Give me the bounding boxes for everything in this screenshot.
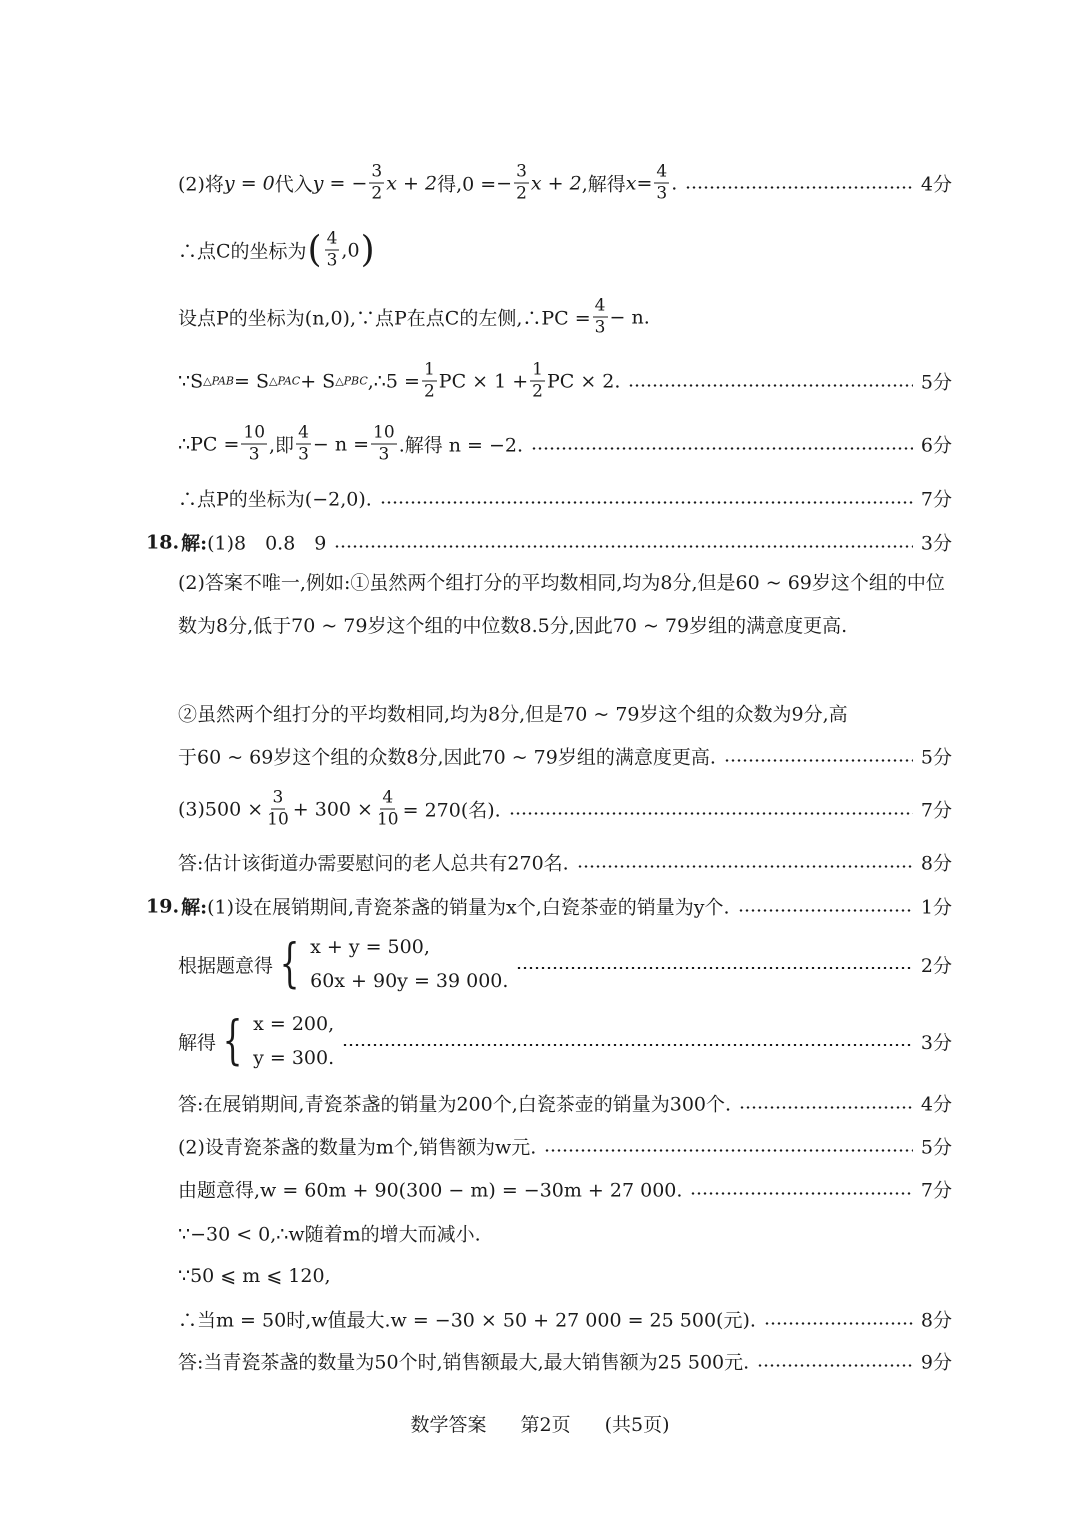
line-point-p: [178, 295, 952, 338]
frac-num: 4: [656, 161, 668, 182]
q18-part2a-text: (2)答案不唯一,例如:①虽然两个组打分的平均数相同,均为8分,但是60 ~ 69岁这个组的中位数为8分,低于70 ~ 79岁这个组的中位数8.5分,因此70 ~ 79岁组的满意度更高.: [178, 572, 945, 637]
text-point-c: ∴点C的坐标为: [178, 240, 307, 263]
q18-part3: [178, 787, 952, 830]
math-x-plus-2: x + 2: [386, 172, 438, 194]
score-label: 7分: [920, 1179, 952, 1202]
text-comma-zero: ,0: [341, 239, 360, 261]
dot-leader: [544, 1149, 913, 1151]
frac-den: 3: [298, 444, 309, 465]
dot-leader: [531, 447, 913, 449]
question-number: 18.: [146, 531, 180, 553]
frac-num: 3: [516, 161, 527, 182]
question-number: 19.: [146, 895, 180, 917]
footer-total-pages: (共5页): [604, 1414, 670, 1436]
q19-part2-text: (2)设青瓷茶盏的数量为m个,销售额为w元.: [178, 1136, 537, 1159]
frac-num: 10: [243, 422, 266, 443]
score-label: 5分: [920, 371, 952, 394]
q19-function: [178, 1176, 952, 1203]
text-period: .: [671, 172, 678, 194]
frac-num: 3: [371, 161, 383, 182]
fraction-4-3: [325, 228, 340, 271]
dot-leader: [764, 1322, 913, 1324]
frac-den: 10: [376, 809, 399, 830]
frac-den: 2: [532, 381, 543, 402]
solution-label: 解:: [181, 896, 208, 919]
frac-num: 4: [594, 295, 606, 316]
math-minus: −: [496, 172, 513, 194]
fraction-1-2: [422, 359, 437, 402]
solution-system: [216, 1007, 334, 1075]
frac-den: 3: [326, 250, 338, 271]
frac-den: 2: [371, 183, 383, 204]
sub-pbc: △PBC: [335, 374, 368, 388]
dot-leader: [738, 909, 913, 911]
q19-solution: [178, 1007, 952, 1075]
text-minus-n-eq: − n =: [312, 433, 370, 455]
equation-rows: [310, 930, 508, 998]
q19-setup-text: (1)设在展销期间,青瓷茶盏的销量为x个,白瓷茶壶的销量为y个.: [207, 896, 730, 919]
line-part2-substitute: [178, 161, 952, 204]
dot-leader: [724, 759, 913, 761]
text-plus-s: + S: [300, 370, 336, 392]
q19-range: [178, 1265, 952, 1287]
frac-num: 4: [298, 422, 309, 443]
q19-maximum: [178, 1306, 952, 1333]
solution-label: 解:: [181, 532, 208, 555]
frac-num: 3: [272, 787, 284, 808]
text-prefix: (2)将: [178, 173, 224, 196]
q19-decreasing: [178, 1220, 952, 1247]
text-point-p-result: ∴点P的坐标为(−2,0).: [178, 488, 372, 511]
math-y-eq-0: y = 0: [223, 172, 275, 194]
equation-1: x + y = 500,: [310, 936, 430, 958]
text-pc-times-1: PC × 1 +: [438, 370, 529, 392]
line-solve-n-text: [178, 422, 524, 465]
q19-answer1: [178, 1090, 952, 1117]
line-point-p-text: [178, 295, 650, 338]
text-pc-eq: ∴PC =: [178, 433, 240, 455]
text-five-eq: ,∴5 =: [367, 370, 420, 392]
q19-function-text: 由题意得,w = 60m + 90(300 − m) = −30m + 27 000.: [178, 1179, 683, 1202]
brace-left: {: [222, 1011, 243, 1071]
score-label: 1分: [920, 896, 952, 919]
text-point-p: 设点P的坐标为(n,0),∵点P在点C的左侧,∴PC =: [178, 307, 591, 330]
dot-leader: [516, 967, 912, 969]
fraction-3-2-b: [514, 161, 529, 204]
frac-den: 2: [516, 183, 527, 204]
score-label: 6分: [920, 434, 952, 457]
dot-leader: [380, 501, 913, 503]
frac-den: 10: [267, 809, 289, 830]
q18-part1-text: [146, 529, 326, 556]
math-x: x: [625, 172, 637, 194]
score-label: 4分: [920, 1093, 952, 1116]
text-according: 根据题意得: [178, 954, 274, 977]
q18-part3-text: [178, 787, 501, 830]
frac-den: 3: [594, 317, 606, 338]
score-label: 8分: [920, 1309, 952, 1332]
line-point-c-text: [178, 228, 376, 271]
score-label: 3分: [920, 1031, 952, 1054]
q18-answer-1: (1)8 0.8 9: [207, 532, 327, 555]
q18-part2b-line2: [178, 743, 952, 770]
text-500-times: (3)500 ×: [178, 798, 264, 820]
sub-pac: △PAC: [268, 374, 301, 388]
q19-part1-text: [146, 893, 730, 920]
score-label: 8分: [920, 852, 952, 875]
score-label: 7分: [920, 488, 952, 511]
score-label: 2分: [920, 954, 952, 977]
fraction-4-3: [593, 295, 608, 338]
frac-num: 1: [532, 359, 543, 380]
frac-den: 3: [656, 183, 668, 204]
frac-den: 2: [423, 381, 435, 402]
solution-x: x = 200,: [253, 1013, 335, 1035]
score-label: 5分: [920, 1136, 952, 1159]
text-300-times: + 300 ×: [292, 798, 373, 820]
line-area-equation: [178, 359, 952, 402]
paren-left: (: [307, 229, 322, 270]
text-n-result: .解得 n = −2.: [398, 434, 524, 457]
frac-num: 4: [382, 787, 394, 808]
q18-part2b-line1: [178, 700, 952, 727]
q19-range-text: ∵50 ⩽ m ⩽ 120,: [178, 1265, 331, 1287]
q19-part2: [178, 1133, 952, 1160]
q19-system: [178, 930, 952, 998]
frac-den: 3: [248, 444, 260, 465]
q19-maximum-text: ∴当m = 50时,w值最大.w = −30 × 50 + 27 000 = 25 500(元).: [178, 1309, 756, 1332]
line-point-c: [178, 228, 952, 271]
dot-leader: [509, 812, 913, 814]
frac-den: 3: [378, 444, 390, 465]
fraction-4-3: [296, 422, 311, 465]
dot-leader: [757, 1364, 913, 1366]
q18-answer: [178, 849, 952, 876]
q19-answer2-text: 答:当青瓷茶盏的数量为50个时,销售额最大,最大销售额为25 500元.: [178, 1351, 750, 1374]
equation-2: 60x + 90y = 39 000.: [310, 970, 509, 992]
fraction-10-3-b: [371, 422, 397, 465]
score-label: 4分: [920, 173, 952, 196]
line-area-text: [178, 359, 621, 402]
solution-rows: [253, 1007, 334, 1075]
paren-right: ): [360, 229, 375, 270]
fraction-4-3: [654, 161, 669, 204]
text-270: = 270(名).: [402, 799, 501, 822]
q19-part1: [146, 893, 952, 920]
dot-leader: [577, 865, 913, 867]
math-y-eq: y = −: [312, 172, 368, 194]
text-solve: ,解得: [581, 173, 626, 196]
frac-num: 10: [373, 422, 395, 443]
page-footer: [0, 1410, 1080, 1437]
sub-pab: △PAB: [203, 374, 234, 388]
footer-page-number: 第2页: [520, 1414, 571, 1436]
q19-system-text: [178, 930, 508, 998]
brace-left: {: [279, 934, 300, 994]
q18-part2b-text1: ②虽然两个组打分的平均数相同,均为8分,但是70 ~ 79岁这个组的众数为9分,高: [178, 703, 848, 726]
q19-solution-text: [178, 1007, 334, 1075]
dot-leader: [334, 545, 913, 547]
line-point-p-result: [178, 485, 952, 512]
text-pc-times-2: PC × 2.: [546, 370, 621, 392]
dot-leader: [342, 1044, 913, 1046]
dot-leader: [690, 1192, 912, 1194]
dot-leader: [685, 186, 913, 188]
equation-system: [273, 930, 508, 998]
frac-num: 4: [326, 228, 338, 249]
text-minus-n: − n.: [609, 306, 650, 328]
text-s: ∵S: [178, 370, 204, 392]
line-solve-n: [178, 422, 952, 465]
text-eq-s: = S: [234, 370, 269, 392]
line-part2-text: [178, 161, 678, 204]
score-label: 5分: [920, 746, 952, 769]
dot-leader: [739, 1106, 913, 1108]
frac-num: 1: [423, 359, 435, 380]
q19-decreasing-text: ∵−30 < 0,∴w随着m的增大而减小.: [178, 1223, 481, 1246]
score-label: 9分: [920, 1351, 952, 1374]
fraction-3-10: [265, 787, 291, 830]
text-substitute: 代入: [274, 173, 313, 196]
fraction-4-10: [375, 787, 401, 830]
q18-answer-text: 答:估计该街道办需要慰问的老人总共有270名.: [178, 852, 569, 875]
q18-part2a: [178, 562, 952, 648]
q18-part2b-text2: 于60 ~ 69岁这个组的众数8分,因此70 ~ 79岁组的满意度更高.: [178, 746, 716, 769]
fraction-1-2-b: [530, 359, 545, 402]
fraction-10-3: [241, 422, 267, 465]
fraction-3-2: [369, 161, 384, 204]
solution-y: y = 300.: [253, 1047, 335, 1069]
math-x-plus-2-b: x + 2: [530, 172, 582, 194]
text-ji: ,即: [269, 434, 295, 457]
q19-answer2: [178, 1348, 952, 1375]
footer-title: 数学答案: [410, 1414, 487, 1436]
score-label: 3分: [920, 532, 952, 555]
q18-part1: [146, 529, 952, 556]
text-de-zero: 得,0 =: [437, 173, 497, 196]
q19-answer1-text: 答:在展销期间,青瓷茶盏的销量为200个,白瓷茶壶的销量为300个.: [178, 1093, 732, 1116]
text-solve: 解得: [178, 1031, 217, 1054]
dot-leader: [628, 384, 912, 386]
score-label: 7分: [920, 799, 952, 822]
text-eq: =: [636, 172, 653, 194]
